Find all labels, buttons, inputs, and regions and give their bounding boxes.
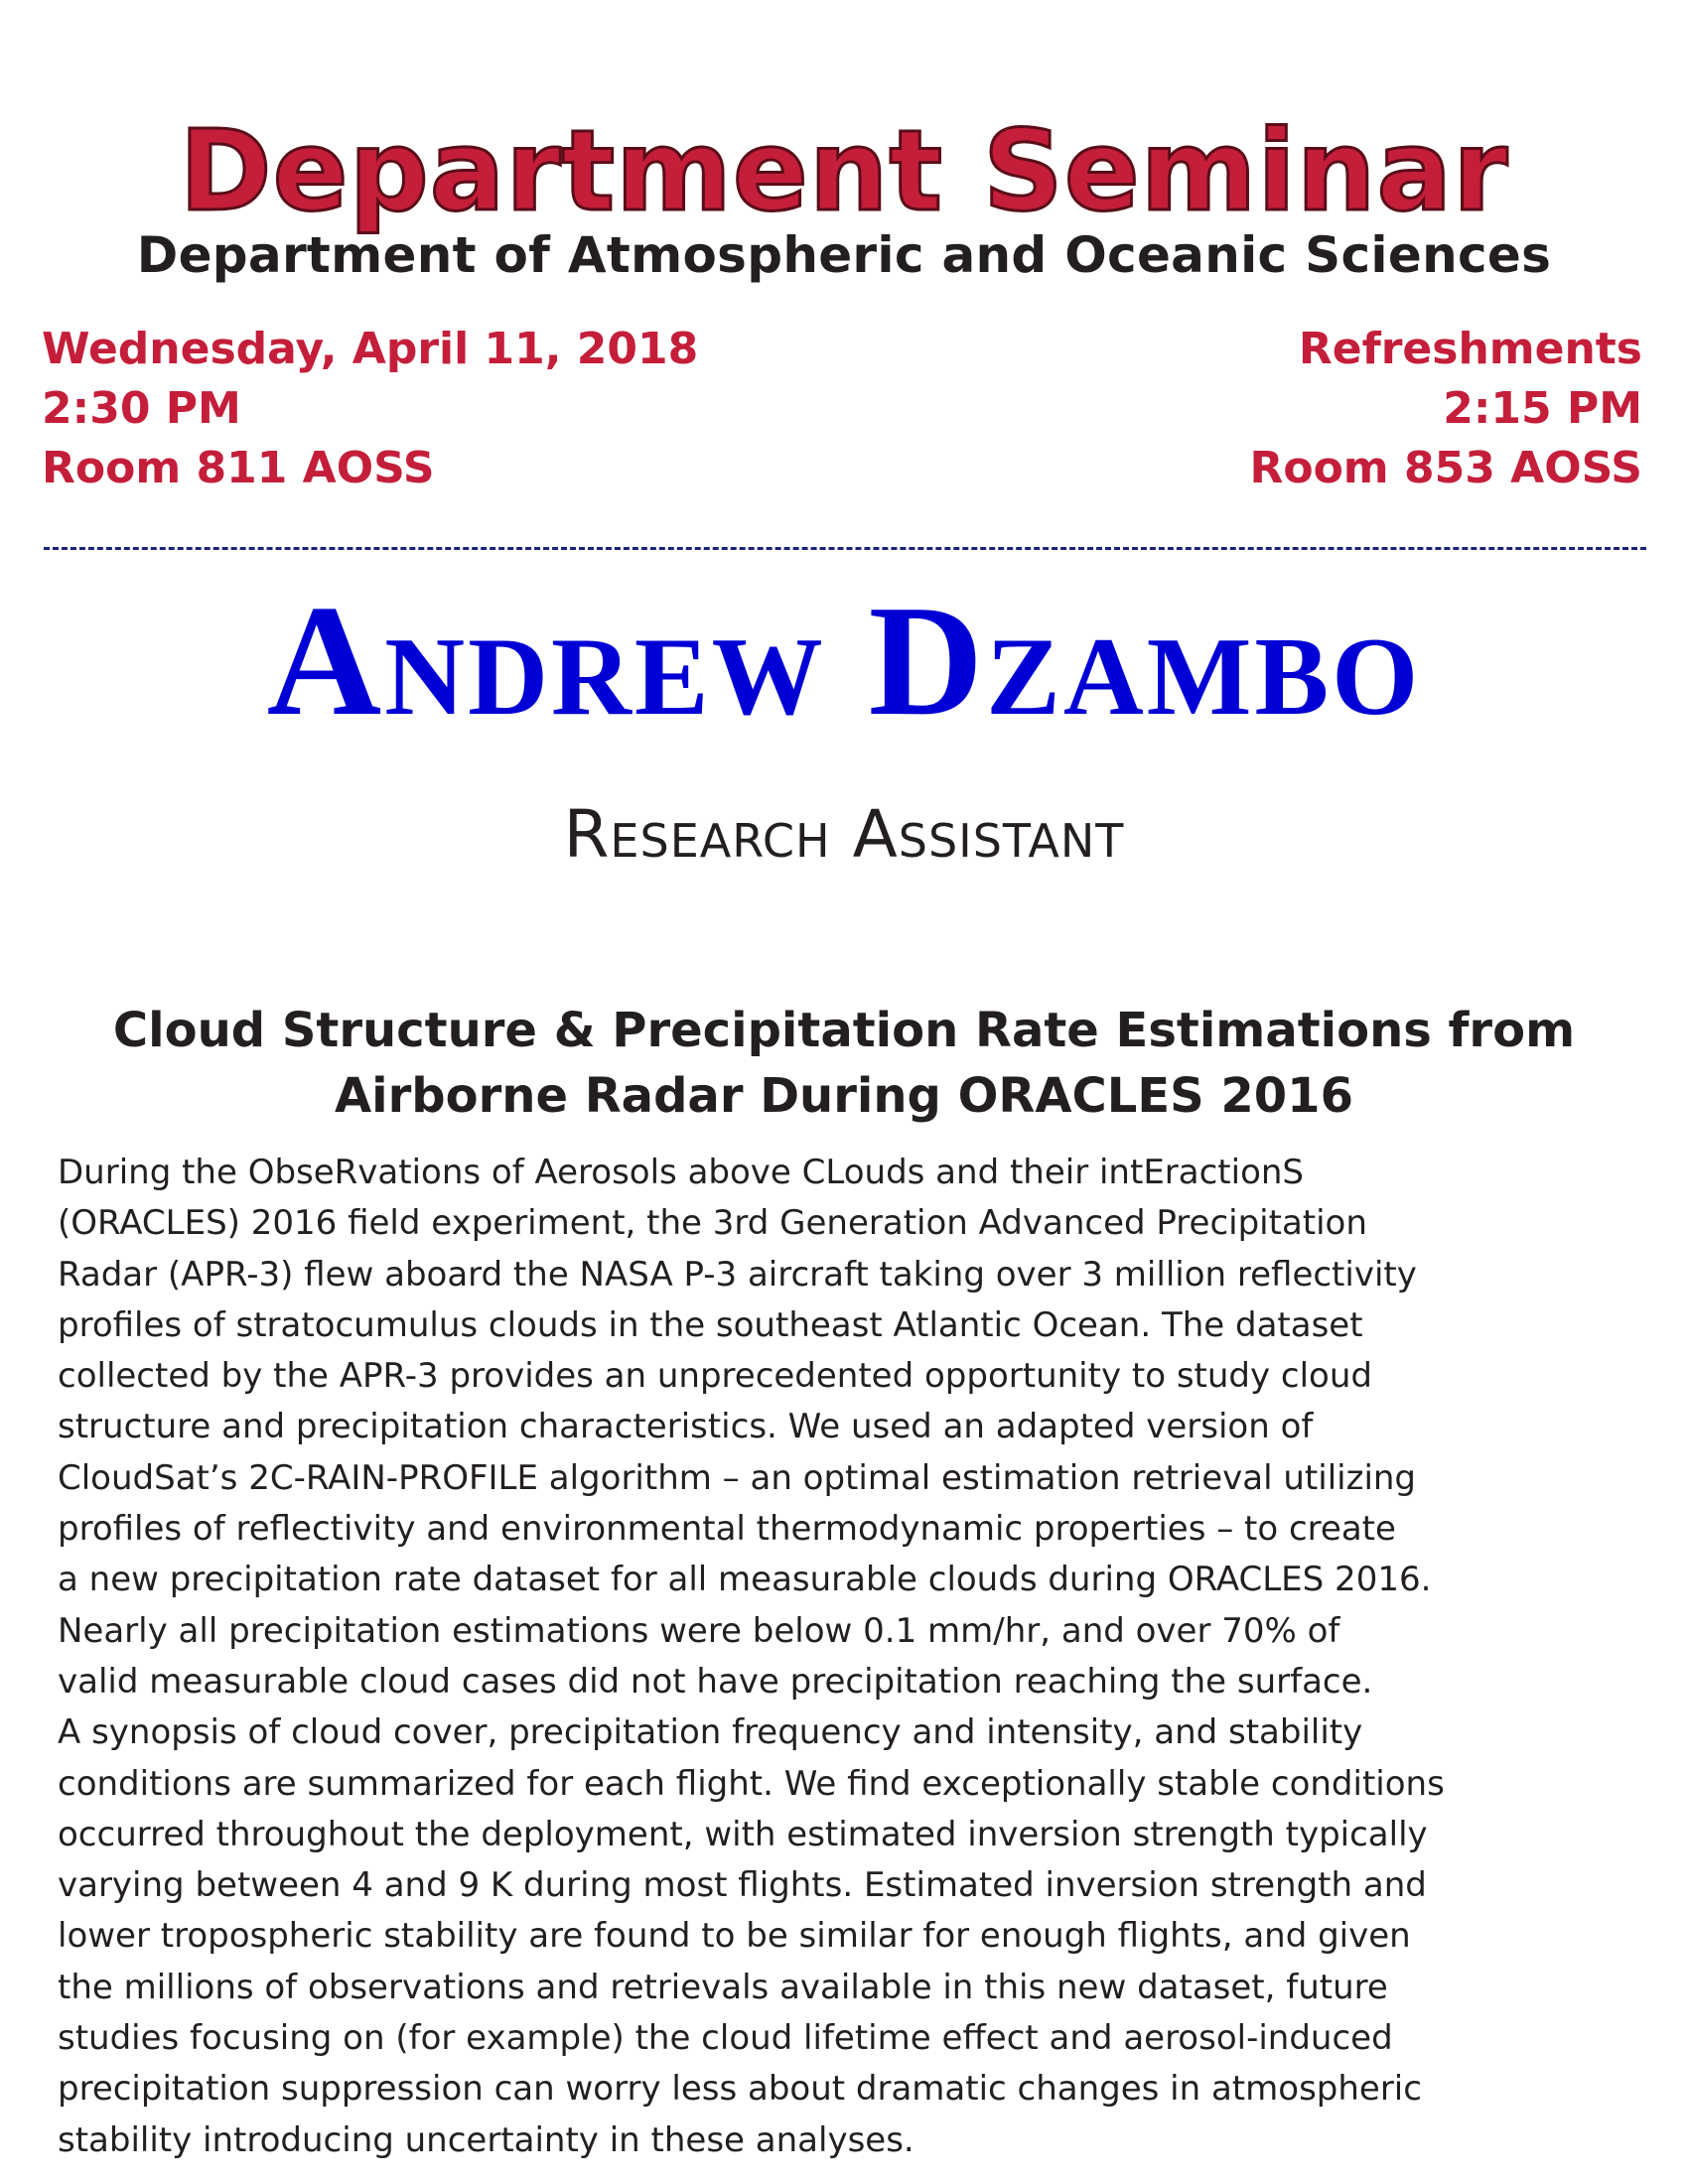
abstract-line: the millions of observations and retrievals available in this new dataset, future <box>58 1967 1388 2007</box>
abstract-line: valid measurable cloud cases did not have precipitation reaching the surface. <box>58 1661 1373 1702</box>
abstract-line: collected by the APR-3 provides an unprecedented opportunity to study cloud <box>58 1356 1372 1397</box>
abstract <box>58 1148 1656 2166</box>
talk-title-line: Airborne Radar During ORACLES 2016 <box>335 1067 1353 1124</box>
abstract-line: During the ObseRvations of Aerosols above CLouds and their intEractionS <box>58 1153 1305 1192</box>
abstract-line: Nearly all precipitation estimations were below 0.1 mm/hr, and over 70% of <box>58 1610 1340 1651</box>
seminar-title: Department Seminar <box>179 107 1509 237</box>
abstract-line: (ORACLES) 2016 field experiment, the 3rd Generation Advanced Precipitation <box>58 1203 1367 1244</box>
department-name: Department of Atmospheric and Oceanic Sciences <box>136 226 1552 284</box>
seminar-details <box>42 320 698 498</box>
abstract-line: varying between 4 and 9 K during most flights. Estimated inversion strength and <box>58 1865 1427 1906</box>
refreshments-time: 2:15 PM <box>1443 383 1642 434</box>
abstract-line: structure and precipitation characteristics. We used an adapted version of <box>58 1407 1314 1447</box>
seminar-date: Wednesday, April 11, 2018 <box>42 324 699 374</box>
abstract-line: CloudSat’s 2C-RAIN-PROFILE algorithm – an optimal estimation retrieval utilizing <box>58 1457 1417 1498</box>
talk-title-line: Cloud Structure & Precipitation Rate Estimations from <box>112 1002 1576 1058</box>
speaker-name: Andrew Dzambo <box>266 572 1422 749</box>
refreshments-room: Room 853 AOSS <box>1249 443 1642 493</box>
abstract-line: conditions are summarized for each flight. We find exceptionally stable conditions <box>58 1763 1445 1804</box>
dashed-divider <box>44 547 1646 550</box>
speaker-role: Research Assistant <box>563 796 1125 873</box>
abstract-line: lower tropospheric stability are found to be similar for enough flights, and given <box>58 1916 1411 1957</box>
abstract-line: Radar (APR-3) flew aboard the NASA P-3 aircraft taking over 3 million reflectivity <box>58 1254 1417 1295</box>
refreshments-details <box>1249 320 1642 498</box>
seminar-time: 2:30 PM <box>42 383 241 434</box>
refreshments-label: Refreshments <box>1298 324 1642 374</box>
seminar-room: Room 811 AOSS <box>42 443 435 493</box>
abstract-line: A synopsis of cloud cover, precipitation frequency and intensity, and stability <box>58 1712 1363 1753</box>
abstract-line: stability introducing uncertainty in these analyses. <box>58 2119 914 2160</box>
abstract-line: precipitation suppression can worry less about dramatic changes in atmospheric <box>58 2069 1422 2110</box>
abstract-line: profiles of reflectivity and environmental thermodynamic properties – to create <box>58 1509 1396 1550</box>
abstract-line: studies focusing on (for example) the cloud lifetime effect and aerosol-induced <box>58 2018 1393 2059</box>
abstract-line: profiles of stratocumulus clouds in the southeast Atlantic Ocean. The dataset <box>58 1304 1363 1345</box>
talk-title <box>40 998 1648 1129</box>
abstract-line: occurred throughout the deployment, with estimated inversion strength typically <box>58 1814 1428 1854</box>
abstract-line: a new precipitation rate dataset for all measurable clouds during ORACLES 2016. <box>58 1560 1432 1600</box>
